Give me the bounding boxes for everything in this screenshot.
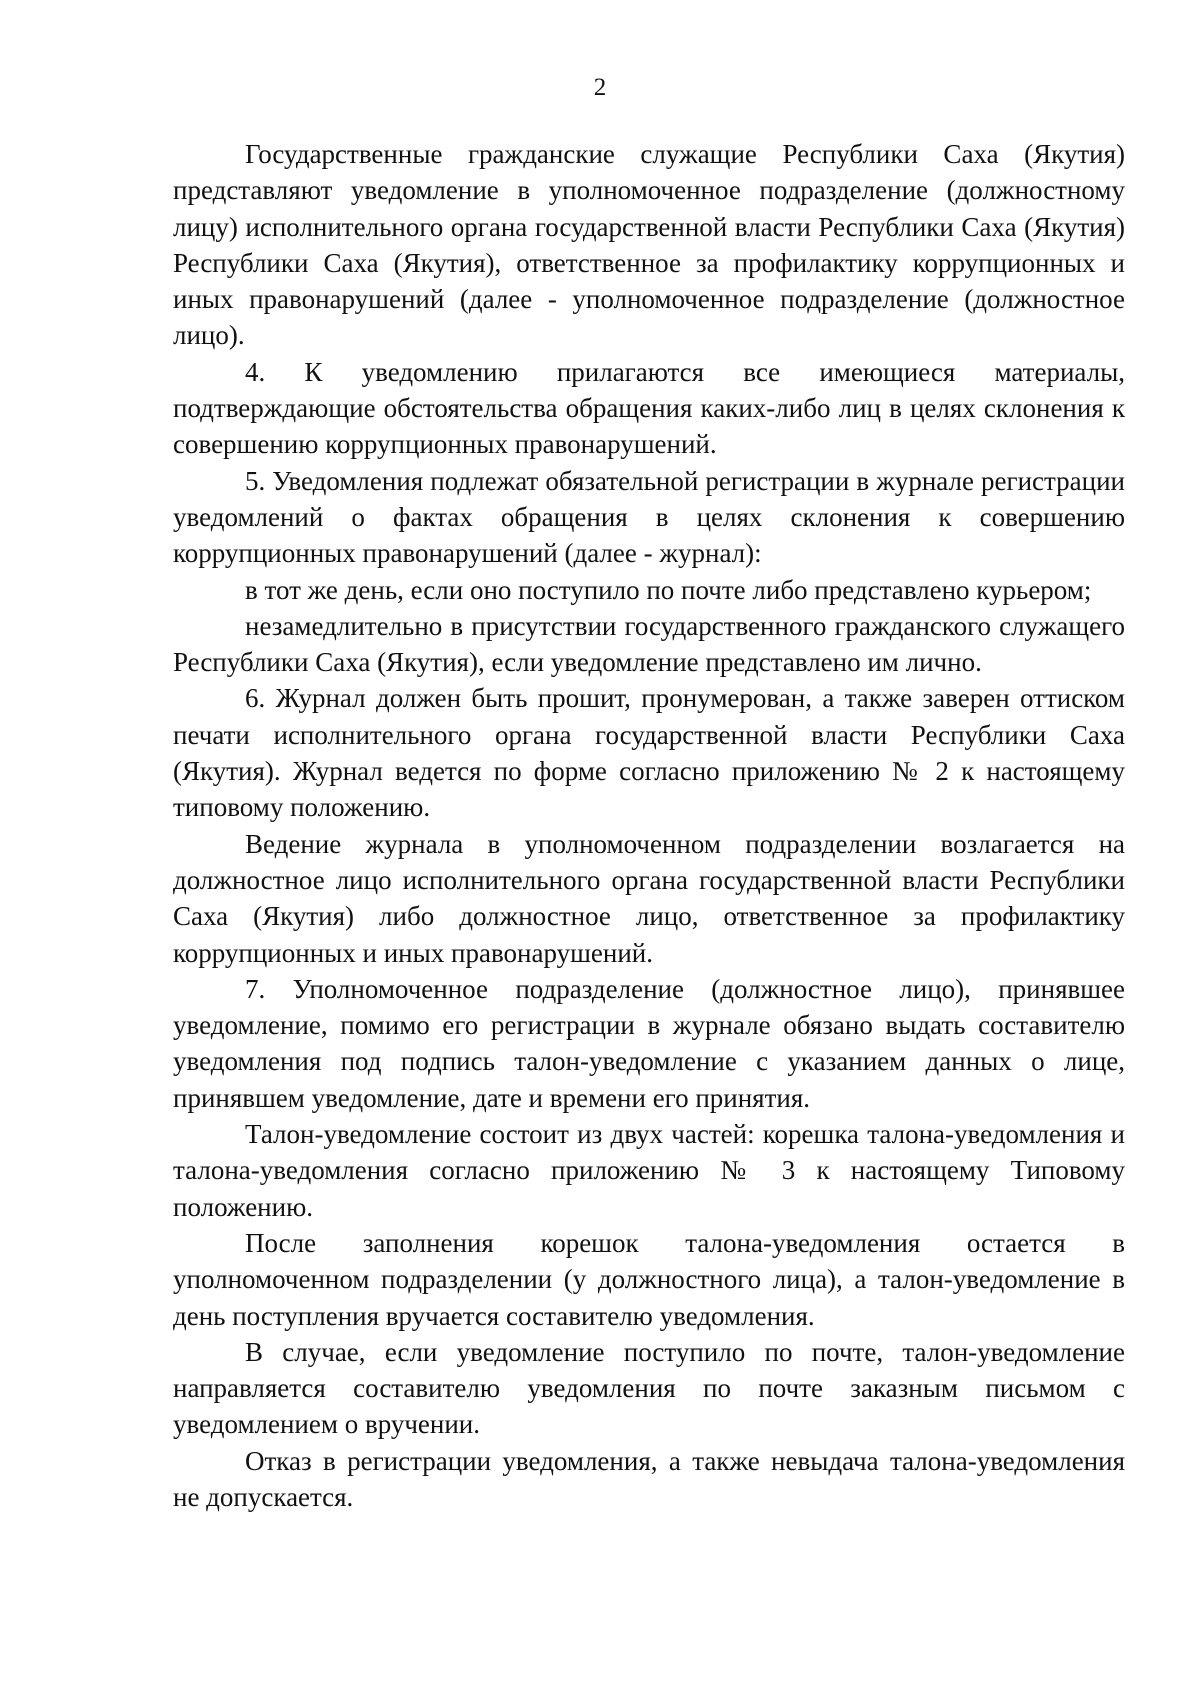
paragraph-item-6-journal-keeping: Ведение журнала в уполномоченном подразделении возлагается на должностное лицо исполнительного органа государственной власти Республики Саха (Якутия) либо должностное лицо, ответственное за профилактику коррупционных и иных правонарушений. xyxy=(173,828,1125,968)
paragraph-item-6: 6. Журнал должен быть прошит, пронумерован, а также заверен оттиском печати исполнительного органа государственной власти Республики Саха (Якутия). Журнал ведется по форме согласно приложению № 2 к настоящему типовому положению. xyxy=(173,683,1125,823)
paragraph-item-5: 5. Уведомления подлежат обязательной регистрации в журнале регистрации уведомлений о фактах обращения в целях склонения к совершению коррупционных правонарушений (далее - журнал): xyxy=(173,465,1125,569)
document-body xyxy=(173,136,1125,1515)
paragraph-intro: Государственные гражданские служащие Республики Саха (Якутия) представляют уведомление в уполномоченное подразделение (должностному лицу) исполнительного органа государственной власти Республики Саха (Якутия) Республики Саха (Якутия), ответственное за профилактику коррупционных и иных правонарушений (далее - уполномоченное подразделение (должностное лицо). xyxy=(173,139,1125,351)
paragraph-item-5-same-day: в тот же день, если оно поступило по почте либо представлено курьером; xyxy=(245,574,1092,605)
paragraph-item-7-by-mail: В случае, если уведомление поступило по почте, талон-уведомление направляется составителю уведомления по почте заказным письмом с уведомлением о вручении. xyxy=(173,1336,1125,1440)
paragraph-item-7: 7. Уполномоченное подразделение (должностное лицо), принявшее уведомление, помимо его регистрации в журнале обязано выдать составителю уведомления под подпись талон-уведомление с указанием данных о лице, принявшем уведомление, дате и времени его принятия. xyxy=(173,973,1125,1113)
paragraph-item-5-immediately: незамедлительно в присутствии государственного гражданского служащего Республики Саха (Якутия), если уведомление представлено им лично. xyxy=(173,610,1125,678)
paragraph-item-7-talon-parts: Талон-уведомление состоит из двух частей: корешка талона-уведомления и талона-уведомления согласно приложению № 3 к настоящему Типовому положению. xyxy=(173,1119,1125,1222)
paragraph-item-7-after-filling: После заполнения корешок талона-уведомления остается в уполномоченном подразделении (у должностного лица), а талон-уведомление в день поступления вручается составителю уведомления. xyxy=(173,1227,1125,1331)
paragraph-item-4: 4. К уведомлению прилагаются все имеющиеся материалы, подтверждающие обстоятельства обращения каких-либо лиц в целях склонения к совершению коррупционных правонарушений. xyxy=(173,356,1125,460)
page-number: 2 xyxy=(593,74,607,101)
paragraph-item-7-refusal: Отказ в регистрации уведомления, а также невыдача талона-уведомления не допускается. xyxy=(173,1445,1125,1512)
